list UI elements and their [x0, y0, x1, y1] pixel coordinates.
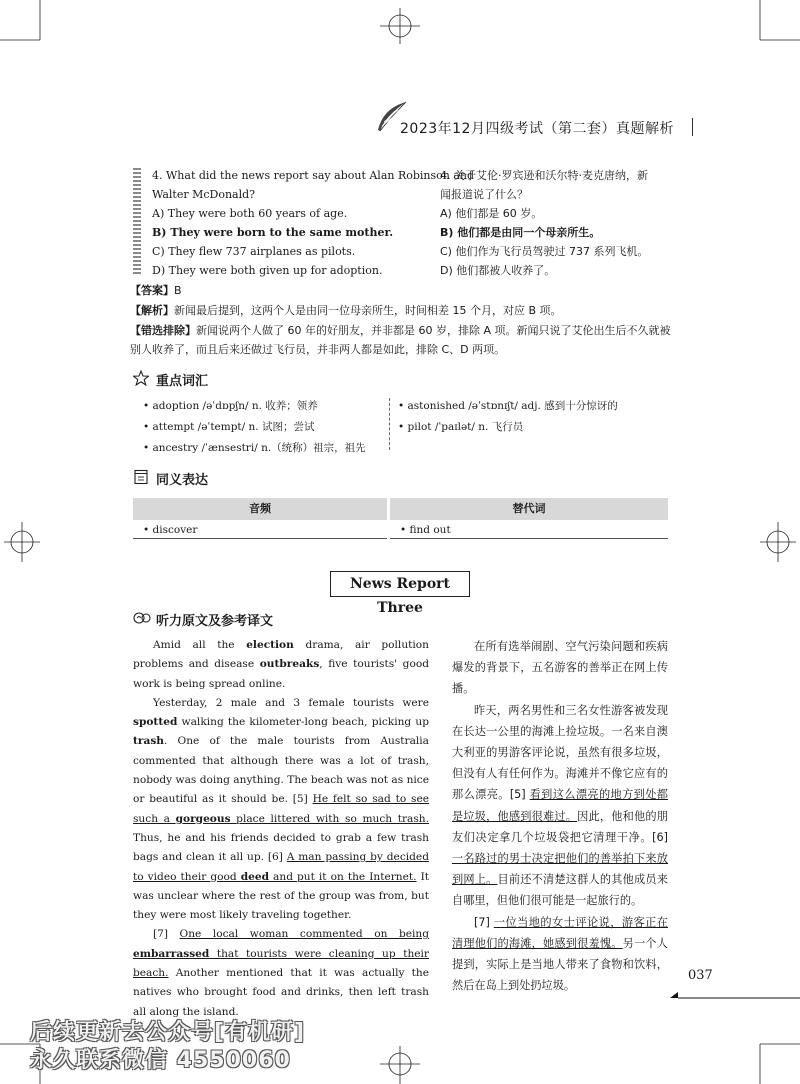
- question-line: 4. 关于艾伦·罗宾逊和沃尔特·麦克唐纳，新: [440, 169, 648, 182]
- page-number: 037: [688, 968, 713, 983]
- exclusion-label: 【错选排除】: [130, 324, 196, 337]
- question-line: Walter McDonald?: [152, 188, 256, 201]
- chinese-translation: [452, 636, 668, 996]
- analysis-line: [130, 301, 670, 320]
- table-header-audio: 音频: [133, 498, 387, 520]
- option-a: A) 他们都是 60 岁。: [440, 207, 543, 220]
- question-line: 4. What did the news report say about Alan Robinson and: [152, 169, 475, 182]
- exclusion-block: [130, 321, 670, 360]
- option-b: B) They were born to the same mother.: [152, 226, 394, 239]
- option-b: B) 他们都是由同一个母亲所生。: [440, 226, 601, 239]
- vocab-item: • ancestry /ˈænsestri/ n.（统称）祖宗，祖先: [143, 442, 366, 454]
- vocab-item: • astonished /əˈstɒnɪʃt/ adj. 感到十分惊讶的: [398, 400, 618, 412]
- english-paragraph-3: [7] One local woman commented on being embarrassed that tourists were cleaning up their beach. Another mentioned that it was actually the natives who brought food and drinks, then left trash all along the island.: [133, 928, 429, 1018]
- option-a: A) They were both 60 years of age.: [152, 207, 348, 220]
- headphones-icon: [133, 610, 151, 626]
- header-divider: [692, 118, 693, 136]
- option-d: D) They were both given up for adoption.: [152, 264, 383, 277]
- vocab-item: • pilot /ˈpaɪlət/ n. 飞行员: [398, 421, 524, 433]
- english-paragraph-1: Amid all the election drama, air pollution problems and disease outbreaks, five tourists' good work is being spread online.: [133, 639, 429, 690]
- watermark-line-1: 后续更新去公众号[有机研]: [30, 1020, 306, 1045]
- header-title: 2023年12月四级考试（第二套）真题解析: [400, 121, 674, 137]
- question-line: 闻报道说了什么？: [440, 188, 528, 201]
- english-paragraph-2: Yesterday, 2 male and 3 female tourists were spotted walking the kilometer-long beach, picking up trash. One of the male tourists from Australia commented that although there was a lot of trash, nobody was doing anything. The beach was not as nice or beautiful as it should be. [5] He felt so sad to see such a gorgeous place littered with so much trash. Thus, he and his friends decided to grab a few trash bags and clean it all up. [6] A man passing by decided to video their good deed and put it on the Internet. It was unclear where the rest of the group was from, but they were most likely traveling together.: [133, 696, 430, 922]
- chinese-paragraph-1: 在所有选举闹剧、空气污染问题和疾病爆发的背景下，五名游客的善举正在网上传播。: [452, 640, 668, 696]
- table-header-alternative: 替代词: [390, 498, 668, 520]
- question-bar: [133, 168, 141, 276]
- page-number-marker: [670, 984, 800, 992]
- news-report-title: News Report Three: [330, 571, 470, 597]
- option-c: C) They flew 737 airplanes as pilots.: [152, 245, 356, 258]
- vocab-item: • attempt /əˈtempt/ n. 试图；尝试: [143, 421, 315, 433]
- question-chinese: [440, 166, 680, 280]
- answer-line: [130, 281, 670, 300]
- star-icon: [133, 370, 149, 386]
- answer-value: B: [174, 284, 182, 297]
- vocab-left: [143, 396, 393, 459]
- question-english: [152, 166, 475, 280]
- exclusion-text: 新闻说两个人做了 60 年的好朋友，并非都是 60 岁，排除 A 项。新闻只说了艾伦出生后不久就被: [196, 324, 671, 337]
- answer-label: 【答案】: [130, 284, 174, 297]
- option-c: C) 他们作为飞行员驾驶过 737 系列飞机。: [440, 245, 649, 258]
- vocab-title: 重点词汇: [156, 374, 209, 389]
- vocab-right: [398, 396, 668, 438]
- watermark-line-2: 永久联系微信 4550060: [30, 1048, 291, 1073]
- english-transcript: [133, 636, 429, 1022]
- option-d: D) 他们都被人收养了。: [440, 264, 556, 277]
- table-cell-audio: • discover: [133, 521, 387, 539]
- synonym-title: 同义表达: [156, 473, 209, 488]
- listening-title: 听力原文及参考译文: [156, 614, 274, 629]
- book-icon: [133, 469, 149, 485]
- vocab-divider: [389, 398, 390, 450]
- analysis-text: 新闻最后提到，这两个人是由同一位母亲所生，时间相差 15 个月，对应 B 项。: [174, 304, 562, 317]
- exclusion-text: 别人收养了，而且后来还做过飞行员，并非两人都是如此，排除 C、D 两项。: [130, 343, 506, 357]
- chinese-paragraph-3: [7] 一位当地的女士评论说，游客正在清理他们的海滩，她感到很羞愧。另一个人提到，实际上是当地人带来了食物和饮料，然后在岛上到处扔垃圾。: [452, 915, 668, 993]
- analysis-label: 【解析】: [130, 304, 174, 317]
- vocab-item: • adoption /əˈdɒpʃn/ n. 收养；领养: [143, 400, 318, 412]
- table-cell-alternative: • find out: [390, 521, 668, 539]
- chinese-paragraph-2: 昨天，两名男性和三名女性游客被发现在长达一公里的海滩上捡垃圾。一名来自澳大利亚的男游客评论说，虽然有很多垃圾，但没有人有任何作为。海滩并不像它应有的那么漂亮。[5] 看到这么漂亮的地方到处都是垃圾，他感到很难过。因此，他和他的朋友们决定拿几个垃圾袋把它清理干净。[6] 一名路过的男士决定把他们的善举拍下来放到网上。目前还不清楚这群人的其他成员来自哪里，但他们很可能是一起旅行的。: [452, 703, 668, 908]
